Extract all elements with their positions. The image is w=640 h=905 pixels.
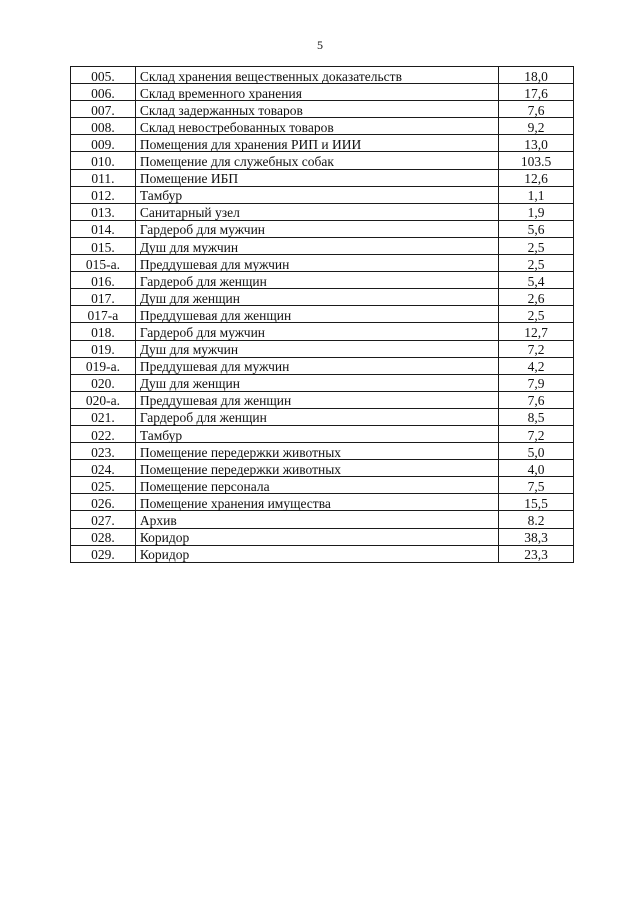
room-name-cell: Склад задержанных товаров — [135, 101, 498, 118]
room-number-cell: 007. — [71, 101, 136, 118]
table-row — [71, 340, 574, 357]
table-row — [71, 152, 574, 169]
room-area-cell: 2,5 — [499, 306, 574, 323]
table-row — [71, 67, 574, 84]
room-area-cell: 5,4 — [499, 272, 574, 289]
room-number-cell: 027. — [71, 511, 136, 528]
room-area-cell: 4,0 — [499, 460, 574, 477]
room-number-cell: 014. — [71, 220, 136, 237]
room-name-cell: Душ для женщин — [135, 374, 498, 391]
table-row — [71, 135, 574, 152]
room-number-cell: 024. — [71, 460, 136, 477]
room-area-cell: 17,6 — [499, 84, 574, 101]
room-area-cell: 18,0 — [499, 67, 574, 84]
room-number-cell: 020-а. — [71, 391, 136, 408]
room-name-cell: Санитарный узел — [135, 203, 498, 220]
room-area-cell: 7,6 — [499, 101, 574, 118]
room-name-cell: Гардероб для мужчин — [135, 220, 498, 237]
room-area-cell: 12,7 — [499, 323, 574, 340]
room-number-cell: 015. — [71, 237, 136, 254]
rooms-table — [70, 66, 574, 563]
table-row — [71, 528, 574, 545]
room-name-cell: Душ для мужчин — [135, 237, 498, 254]
room-name-cell: Помещение для служебных собак — [135, 152, 498, 169]
table-row — [71, 84, 574, 101]
room-number-cell: 017. — [71, 289, 136, 306]
room-name-cell: Склад временного хранения — [135, 84, 498, 101]
room-area-cell: 7,9 — [499, 374, 574, 391]
table-row — [71, 220, 574, 237]
table-row — [71, 425, 574, 442]
room-name-cell: Гардероб для женщин — [135, 408, 498, 425]
room-area-cell: 1,9 — [499, 203, 574, 220]
room-name-cell: Помещение персонала — [135, 477, 498, 494]
room-number-cell: 008. — [71, 118, 136, 135]
room-number-cell: 022. — [71, 425, 136, 442]
room-number-cell: 026. — [71, 494, 136, 511]
table-row — [71, 101, 574, 118]
table-row — [71, 306, 574, 323]
room-number-cell: 012. — [71, 186, 136, 203]
table-row — [71, 460, 574, 477]
room-name-cell: Коридор — [135, 528, 498, 545]
page-number: 5 — [317, 38, 323, 52]
room-number-cell: 016. — [71, 272, 136, 289]
table-row — [71, 408, 574, 425]
room-name-cell: Преддушевая для женщин — [135, 391, 498, 408]
room-name-cell: Преддушевая для мужчин — [135, 357, 498, 374]
room-name-cell: Гардероб для мужчин — [135, 323, 498, 340]
room-name-cell: Склад невостребованных товаров — [135, 118, 498, 135]
room-area-cell: 9,2 — [499, 118, 574, 135]
room-name-cell: Помещение ИБП — [135, 169, 498, 186]
room-area-cell: 5,0 — [499, 443, 574, 460]
table-row — [71, 255, 574, 272]
room-area-cell: 23,3 — [499, 545, 574, 562]
room-number-cell: 018. — [71, 323, 136, 340]
table-row — [71, 391, 574, 408]
room-name-cell: Преддушевая для женщин — [135, 306, 498, 323]
table-row — [71, 323, 574, 340]
room-area-cell: 8,5 — [499, 408, 574, 425]
room-area-cell: 103.5 — [499, 152, 574, 169]
room-name-cell: Душ для женщин — [135, 289, 498, 306]
table-row — [71, 237, 574, 254]
room-number-cell: 028. — [71, 528, 136, 545]
room-area-cell: 1,1 — [499, 186, 574, 203]
room-name-cell: Помещение передержки животных — [135, 443, 498, 460]
room-number-cell: 025. — [71, 477, 136, 494]
room-number-cell: 011. — [71, 169, 136, 186]
room-number-cell: 009. — [71, 135, 136, 152]
table-row — [71, 203, 574, 220]
room-name-cell: Склад хранения вещественных доказательств — [135, 67, 498, 84]
room-name-cell: Коридор — [135, 545, 498, 562]
room-number-cell: 013. — [71, 203, 136, 220]
table-row — [71, 357, 574, 374]
room-number-cell: 005. — [71, 67, 136, 84]
room-number-cell: 010. — [71, 152, 136, 169]
room-area-cell: 5,6 — [499, 220, 574, 237]
room-area-cell: 7,2 — [499, 425, 574, 442]
room-number-cell: 006. — [71, 84, 136, 101]
room-number-cell: 015-а. — [71, 255, 136, 272]
table-row — [71, 272, 574, 289]
room-name-cell: Тамбур — [135, 186, 498, 203]
room-area-cell: 15,5 — [499, 494, 574, 511]
room-area-cell: 4,2 — [499, 357, 574, 374]
table-row — [71, 494, 574, 511]
room-name-cell: Гардероб для женщин — [135, 272, 498, 289]
room-area-cell: 2,5 — [499, 255, 574, 272]
room-area-cell: 7,5 — [499, 477, 574, 494]
room-area-cell: 2,6 — [499, 289, 574, 306]
room-name-cell: Помещения для хранения РИП и ИИИ — [135, 135, 498, 152]
table-row — [71, 169, 574, 186]
room-area-cell: 38,3 — [499, 528, 574, 545]
room-name-cell: Преддушевая для мужчин — [135, 255, 498, 272]
room-number-cell: 023. — [71, 443, 136, 460]
room-name-cell: Тамбур — [135, 425, 498, 442]
table-row — [71, 511, 574, 528]
room-name-cell: Архив — [135, 511, 498, 528]
room-area-cell: 13,0 — [499, 135, 574, 152]
room-area-cell: 2,5 — [499, 237, 574, 254]
table-row — [71, 443, 574, 460]
rooms-table-body — [71, 67, 574, 563]
room-area-cell: 7,6 — [499, 391, 574, 408]
room-number-cell: 019. — [71, 340, 136, 357]
room-number-cell: 019-а. — [71, 357, 136, 374]
table-row — [71, 477, 574, 494]
room-name-cell: Душ для мужчин — [135, 340, 498, 357]
room-name-cell: Помещение передержки животных — [135, 460, 498, 477]
room-area-cell: 8.2 — [499, 511, 574, 528]
table-row — [71, 374, 574, 391]
room-number-cell: 020. — [71, 374, 136, 391]
table-row — [71, 289, 574, 306]
table-row — [71, 118, 574, 135]
table-row — [71, 545, 574, 562]
table-row — [71, 186, 574, 203]
room-number-cell: 021. — [71, 408, 136, 425]
room-number-cell: 029. — [71, 545, 136, 562]
room-number-cell: 017-а — [71, 306, 136, 323]
room-area-cell: 12,6 — [499, 169, 574, 186]
room-name-cell: Помещение хранения имущества — [135, 494, 498, 511]
room-area-cell: 7,2 — [499, 340, 574, 357]
